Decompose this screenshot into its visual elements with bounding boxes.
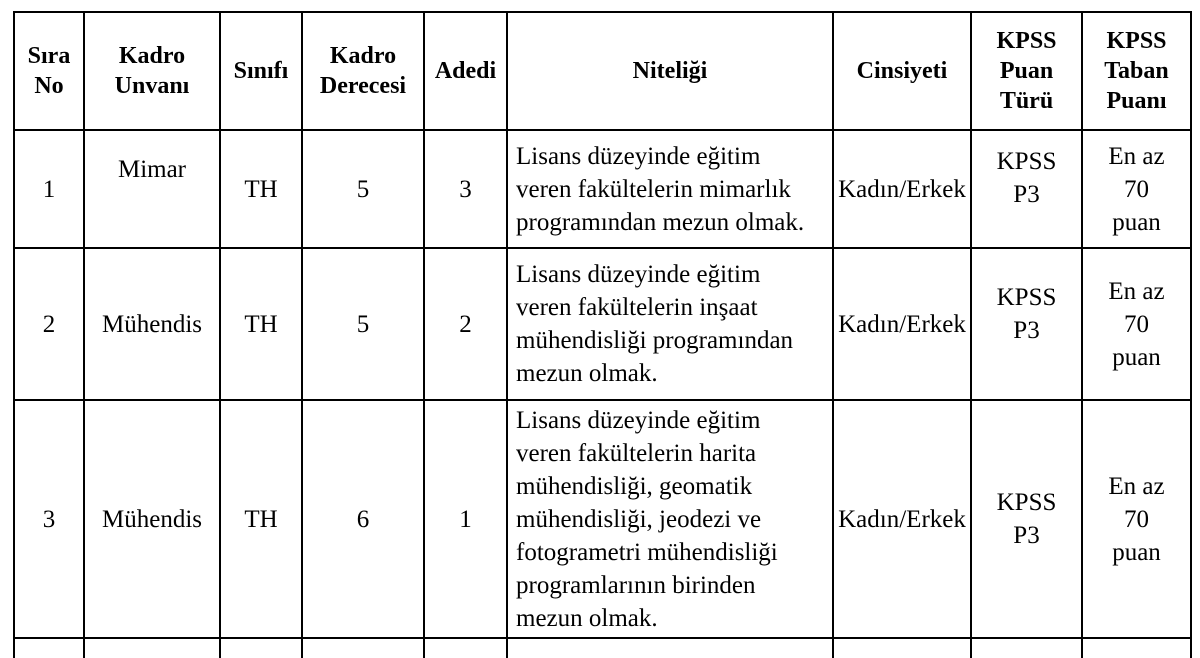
cell-cinsiyeti: Kadın/Erkek xyxy=(833,248,971,400)
header-niteligi: Niteliği xyxy=(507,12,833,130)
cell-cinsiyeti: Kadın/Erkek xyxy=(833,400,971,638)
empty-cell xyxy=(507,638,833,658)
empty-cell xyxy=(833,638,971,658)
table-row xyxy=(14,248,1191,400)
header-row xyxy=(14,12,1191,130)
header-sinifi: Sınıfı xyxy=(220,12,302,130)
empty-cell xyxy=(84,638,220,658)
empty-cell xyxy=(971,638,1082,658)
cell-adedi: 2 xyxy=(424,248,507,400)
header-sira-no: Sıra No xyxy=(14,12,84,130)
header-kpss-puan-turu: KPSS Puan Türü xyxy=(971,12,1082,130)
cell-kpss-taban-puani: En az 70 puan xyxy=(1082,130,1191,248)
cell-sira-no: 2 xyxy=(14,248,84,400)
cell-kadro-unvani: Mühendis xyxy=(84,400,220,638)
cell-niteligi: Lisans düzeyinde eğitim veren fakültelerin harita mühendisliği, geomatik mühendisliği, jeodezi ve fotogrametri mühendisliği programlarının birinden mezun olmak. xyxy=(507,400,833,638)
empty-cell xyxy=(302,638,424,658)
cell-kadro-unvani: Mühendis xyxy=(84,248,220,400)
cell-kadro-derecesi: 6 xyxy=(302,400,424,638)
table-row xyxy=(14,400,1191,638)
header-kpss-taban-puani: KPSS Taban Puanı xyxy=(1082,12,1191,130)
empty-cell xyxy=(424,638,507,658)
cell-niteligi: Lisans düzeyinde eğitim veren fakültelerin mimarlık programından mezun olmak. xyxy=(507,130,833,248)
cell-kadro-derecesi: 5 xyxy=(302,130,424,248)
empty-cell xyxy=(14,638,84,658)
header-kadro-unvani: Kadro Unvanı xyxy=(84,12,220,130)
header-cinsiyeti: Cinsiyeti xyxy=(833,12,971,130)
table-row xyxy=(14,130,1191,248)
cell-kpss-puan-turu: KPSS P3 xyxy=(971,248,1082,400)
cell-niteligi: Lisans düzeyinde eğitim veren fakültelerin inşaat mühendisliği programından mezun olmak. xyxy=(507,248,833,400)
cell-cinsiyeti: Kadın/Erkek xyxy=(833,130,971,248)
cell-adedi: 1 xyxy=(424,400,507,638)
table-row-partial xyxy=(14,638,1191,658)
cell-sira-no: 3 xyxy=(14,400,84,638)
header-kadro-derecesi: Kadro Derecesi xyxy=(302,12,424,130)
cell-adedi: 3 xyxy=(424,130,507,248)
cell-sinifi: TH xyxy=(220,400,302,638)
cell-kpss-puan-turu: KPSS P3 xyxy=(971,130,1082,248)
empty-cell xyxy=(1082,638,1191,658)
header-adedi: Adedi xyxy=(424,12,507,130)
cell-sinifi: TH xyxy=(220,248,302,400)
cell-kpss-puan-turu: KPSS P3 xyxy=(971,400,1082,638)
positions-table xyxy=(13,11,1192,658)
cell-kadro-derecesi: 5 xyxy=(302,248,424,400)
empty-cell xyxy=(220,638,302,658)
cell-kpss-taban-puani: En az 70 puan xyxy=(1082,400,1191,638)
cell-kpss-taban-puani: En az 70 puan xyxy=(1082,248,1191,400)
cell-kadro-unvani: Mimar xyxy=(84,130,220,248)
cell-sinifi: TH xyxy=(220,130,302,248)
cell-sira-no: 1 xyxy=(14,130,84,248)
